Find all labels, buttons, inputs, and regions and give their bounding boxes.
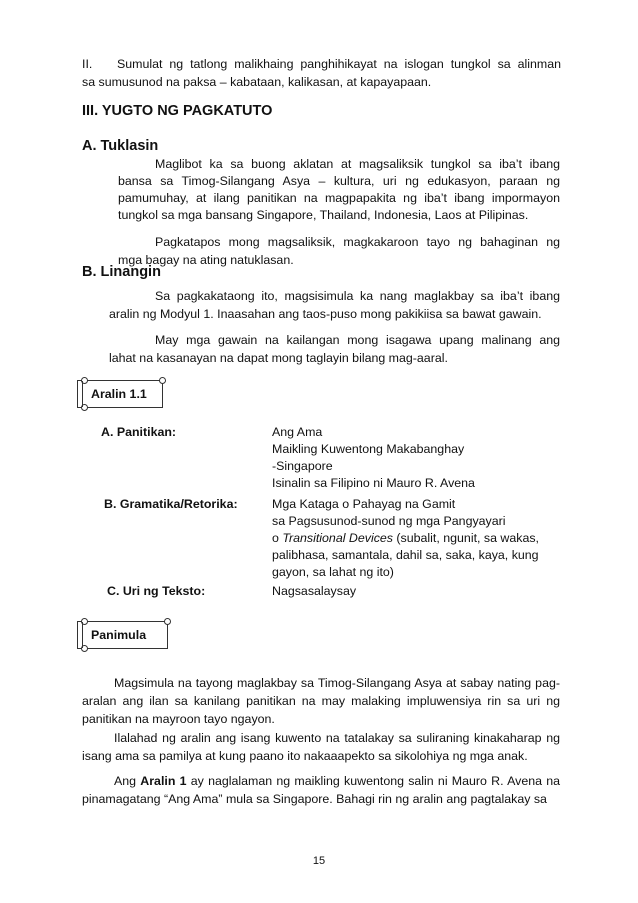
gramatika-italic: Transitional Devices — [282, 531, 393, 545]
tuklasin-p1-l2: bansa sa Timog-Silangang Asya – kultura, uri ng edukasyon, paraan ng — [118, 174, 560, 188]
page-number: 15 — [312, 855, 326, 867]
linangin-p2-l2: lahat na kasanayan na dapat mong taglayin bilang mag-aaral. — [109, 351, 448, 365]
linangin-heading: B. Linangin — [82, 264, 161, 280]
linangin-p2-l1: May mga gawain na kailangan mong isagawa upang malinang ang — [155, 333, 560, 347]
panitikan-value-3: -Singapore — [272, 459, 333, 473]
panitikan-value-4: Isinalin sa Filipino ni Mauro R. Avena — [272, 476, 475, 490]
panitikan-value-1: Ang Ama — [272, 425, 323, 439]
gramatika-values — [272, 496, 539, 581]
gramatika-value-1: Mga Kataga o Pahayag na Gamit — [272, 497, 456, 511]
gramatika-value-5: gayon, sa lahat ng ito) — [272, 565, 394, 579]
panimula-p3-a: Ang — [114, 774, 141, 788]
panitikan-label: A. Panitikan: — [101, 425, 177, 439]
linangin-p1-l2: aralin ng Modyul 1. Inaasahan ang taos-puso mong pakikiisa sa bawat gawain. — [109, 307, 542, 321]
tuklasin-p1-l1: Maglibot ka sa buong aklatan at magsaliksik tungkol sa iba’t ibang — [155, 157, 560, 171]
gramatika-value-4: palibhasa, samantala, dahil sa, saka, kaya, kung — [272, 548, 539, 562]
tuklasin-p1-l3: pamumuhay, at ilang panitikan na magpapakita ng iba’t ibang impormayon — [118, 191, 560, 205]
panimula-p3-bold: Aralin 1 — [140, 774, 187, 788]
panimula-p1: Magsimula na tayong maglakbay sa Timog-Silangang Asya at sabay nating pag-aralan ang ilan sa kanilang panitikan na may malaking impluwensiya rin sa uri ng panitikan na mayroon tayo ngayon. — [82, 676, 560, 726]
panitikan-value-2: Maikling Kuwentong Makabanghay — [272, 442, 465, 456]
tuklasin-p1-l4: tungkol sa mga bansang Singapore, Thailand, Indonesia, Laos at Pilipinas. — [118, 208, 529, 222]
panitikan-values — [272, 424, 475, 492]
tuklasin-p2-l2: mga bagay na ating natuklasan. — [118, 253, 294, 267]
panimula-paragraph-2 — [82, 729, 560, 765]
section-text-line1: Sumulat ng tatlong malikhaing panghihikayat na islogan tungkol sa alinman — [117, 57, 561, 71]
section-number: II. — [82, 57, 93, 71]
gramatika-label: B. Gramatika/Retorika: — [104, 497, 238, 511]
tuklasin-heading: A. Tuklasin — [82, 138, 159, 154]
panimula-p2: Ilalahad ng aralin ang isang kuwento na tatalakay sa suliraning kinakaharap ng isang ama sa pamilya at kung paano ito nakaaapekto sa sikolohiya ng mga anak. — [82, 731, 560, 763]
panimula-p3-b: ay naglalaman ng maikling kuwentong salin ni Mauro R. Avena na pinamagatang “Ang Ama” mula sa Singapore. Bahagi rin ng aralin ang pagtalakay sa — [82, 774, 561, 806]
aralin-label: Aralin 1.1 — [91, 387, 147, 401]
section-text-line2: sa sumusunod na paksa – kabataan, kalikasan, at kapayapaan. — [82, 75, 432, 89]
section-title: III. YUGTO NG PAGKATUTO — [82, 103, 273, 119]
gramatika-o: o — [272, 531, 283, 545]
teksto-value: Nagsasalaysay — [272, 584, 357, 598]
gramatika-value-2: sa Pagsusunod-sunod ng mga Pangyayari — [272, 514, 506, 528]
panimula-label: Panimula — [91, 628, 147, 642]
panimula-paragraph-3 — [82, 772, 560, 808]
tuklasin-p2-l1: Pagkatapos mong magsaliksik, magkakaroon tayo ng bahaginan ng — [155, 235, 560, 249]
gramatika-rest: (subalit, ngunit, sa wakas, — [392, 531, 539, 545]
panimula-p3 — [82, 772, 560, 808]
gramatika-value-3 — [272, 530, 539, 547]
aralin-label-box — [77, 380, 163, 408]
linangin-p1-l1: Sa pagkakataong ito, magsisimula ka nang maglakbay sa iba’t ibang — [155, 289, 560, 303]
panimula-paragraph-1 — [82, 674, 560, 728]
teksto-label: C. Uri ng Teksto: — [107, 584, 206, 598]
panimula-label-box — [77, 621, 168, 649]
